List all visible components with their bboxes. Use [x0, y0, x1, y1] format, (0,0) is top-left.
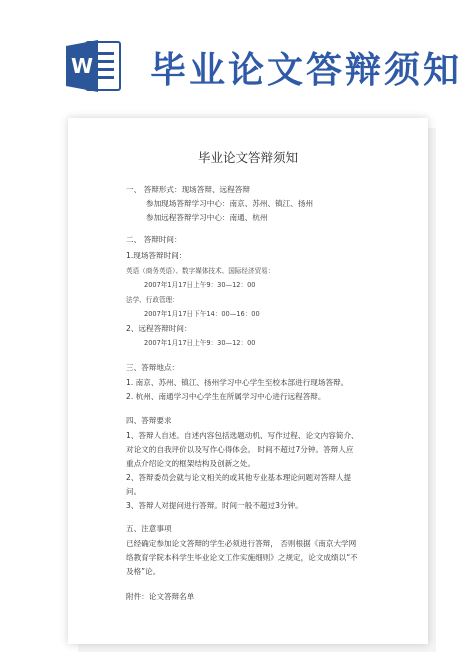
- section-1-heading: 一、 答辩形式：现场答辩、远程答辩: [126, 185, 250, 194]
- text-line: 2、答辩委员会就与论文相关的或其他专业基本理论问题对答辩人提: [126, 473, 352, 482]
- text-line: 2、远程答辩时间：: [126, 324, 192, 333]
- word-icon: [64, 36, 124, 96]
- text-line: 1.现场答辩时间：: [126, 251, 187, 260]
- section-3-heading: 三、答辩地点：: [126, 363, 180, 372]
- word-icon-letter: W: [70, 54, 94, 78]
- text-line: 及格”论。: [126, 567, 161, 576]
- text-line: 2007年1月17日上午9：30—12：00: [144, 339, 256, 347]
- document-title: 毕业论文答辩须知: [197, 150, 298, 165]
- text-line: 参加远程答辩学习中心：南通、杭州: [146, 213, 268, 222]
- section-5-heading: 五、注意事项: [126, 524, 172, 533]
- section-2-heading: 二、 答辩时间：: [126, 235, 182, 244]
- text-line: 络教育学院本科学生毕业论文工作实施细则》之规定，论文成绩以“不: [126, 553, 358, 562]
- attachment-line: 附件：论文答辩名单: [126, 592, 195, 601]
- text-line: 3、答辩人对提问进行答辩。时间一般不超过3分钟。: [126, 501, 303, 510]
- text-line: 重点介绍论文的框架结构及创新之处。: [126, 459, 256, 468]
- text-line: 法学、行政管理：: [126, 296, 179, 304]
- banner-title: 毕业论文答辩须知: [150, 49, 463, 91]
- text-line: 英语（商务英语）、数字媒体技术、国际经济贸易：: [126, 267, 275, 275]
- text-line: 已经确定参加论文答辩的学生必须进行答辩， 否则根据《南京大学网: [126, 539, 357, 548]
- text-line: 问。: [126, 487, 142, 496]
- text-line: 1. 南京、苏州、镇江、扬州学习中心学生至校本部进行现场答辩。: [126, 378, 349, 387]
- document-page: [68, 118, 428, 644]
- text-line: 2007年1月17日上午9：30—12：00: [144, 281, 256, 289]
- text-line: 1、答辩人自述。自述内容包括选题动机、写作过程、论文内容简介、: [126, 431, 359, 440]
- section-4-heading: 四、答辩要求: [126, 416, 172, 425]
- text-line: 对论文的自我评价以及写作心得体会。 时间不超过7分钟。答辩人应: [126, 445, 354, 454]
- text-line: 2007年1月17日下午14：00—16：00: [144, 310, 260, 318]
- banner: [0, 0, 474, 112]
- text-line: 参加现场答辩学习中心：南京、苏州、镇江、扬州: [146, 199, 314, 208]
- text-line: 2. 杭州、南通学习中心学生在所属学习中心进行远程答辩。: [126, 392, 326, 401]
